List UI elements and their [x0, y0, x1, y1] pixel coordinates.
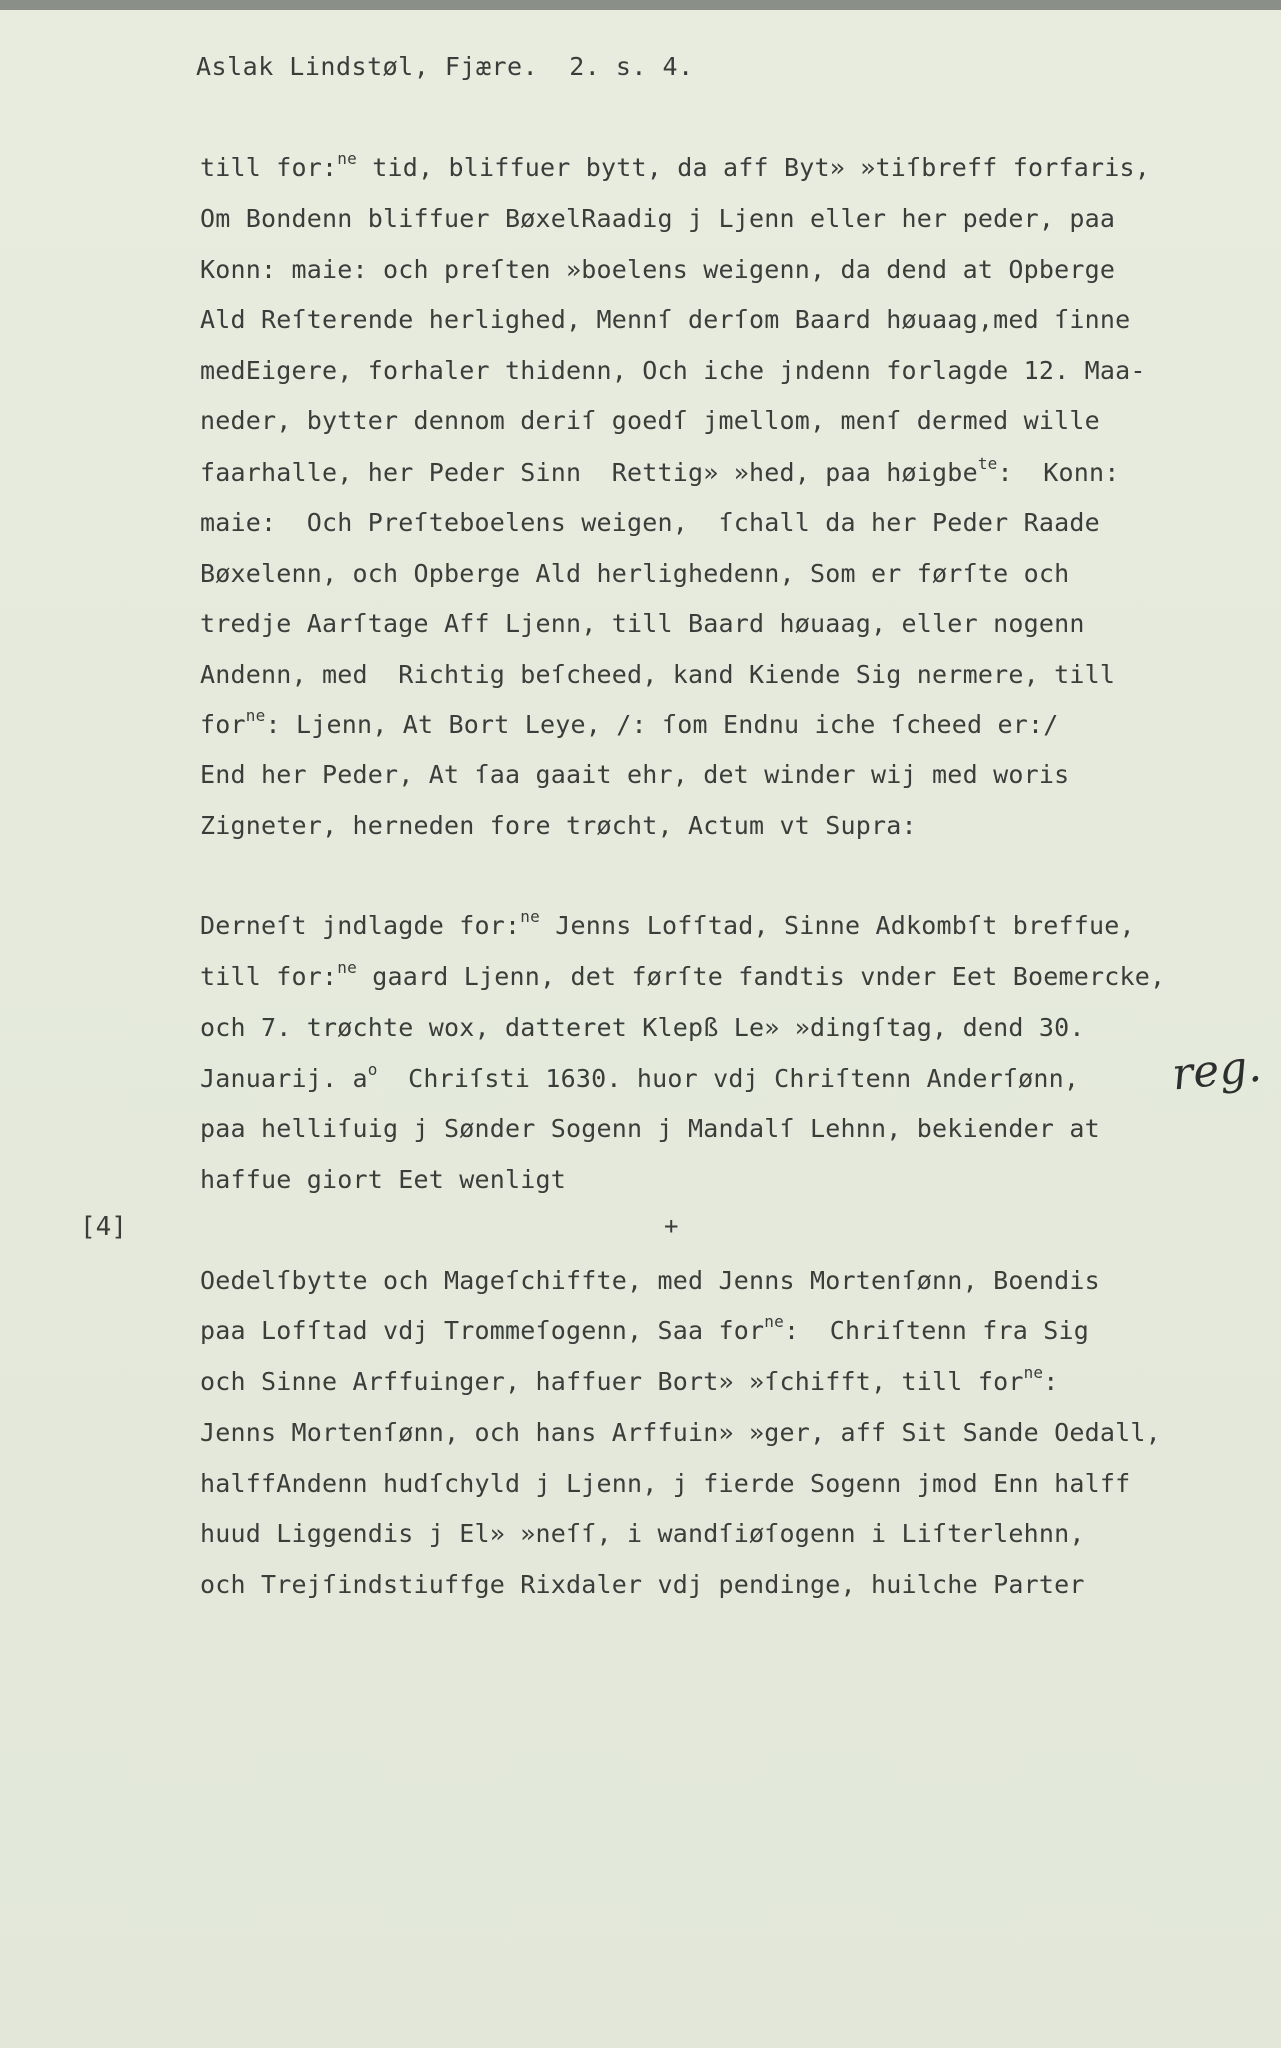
text-line-continuation: : Chriſtenn fra Sig [783, 1316, 1089, 1345]
text-line-continuation: Jenns Lofſtad, Sinne Adkombſt breffue, [539, 911, 1135, 940]
text-line-main: tredje Aarſtage Aff Ljenn, till Baard høuaag, eller nogenn [200, 609, 1085, 638]
text-line-main: halffAndenn hudſchyld j Ljenn, j fierde Sogenn jmod Enn halff [200, 1469, 1131, 1498]
text-line-main: till for: [200, 153, 338, 182]
text-line [200, 706, 1059, 739]
text-line [200, 611, 1085, 636]
text-line [200, 958, 1166, 991]
text-line-main: och Sinne Arffuinger, haffuer Bort» »ſchifft, till for [200, 1367, 1024, 1396]
text-line-main: Andenn, med Richtig beſcheed, kand Kiende Sig nermere, till [200, 660, 1116, 689]
text-line-continuation: Chriſsti 1630. huor vdj Chriſtenn Anderſønn, [377, 1064, 1080, 1093]
text-line [200, 1572, 1085, 1597]
text-line-main: haffue giort Eet wenligt [200, 1165, 567, 1194]
page-break-separator: + [664, 1212, 679, 1240]
text-line-main: och Trejſindstiuffge Rixdaler vdj pendinge, huilche Parter [200, 1570, 1085, 1599]
superscript-abbreviation: ne [764, 1312, 784, 1331]
text-line [200, 907, 1135, 940]
text-line [200, 454, 1120, 487]
text-line [200, 1363, 1059, 1396]
text-line-main: for [200, 710, 246, 739]
handwritten-annotation: reg. [1169, 1040, 1264, 1101]
margin-page-reference: [4] [80, 1212, 127, 1242]
superscript-abbreviation: ne [520, 907, 540, 926]
text-line [200, 257, 1115, 282]
text-line-main: till for: [200, 962, 338, 991]
text-line-main: paa Lofſtad vdj Trommeſogenn, Saa for [200, 1316, 765, 1345]
text-line [200, 1060, 1080, 1093]
text-line [200, 206, 1115, 231]
text-line-main: Jenns Mortenſønn, och hans Arffuin» »ger, aff Sit Sande Oedall, [200, 1418, 1161, 1447]
text-line-continuation: : Ljenn, At Bort Leye, /: ſom Endnu iche ſcheed er:/ [265, 710, 1059, 739]
text-line-main: medEigere, forhaler thidenn, Och iche jndenn forlagde 12. Maa- [200, 356, 1146, 385]
page-header: Aslak Lindstøl, Fjære. 2. s. 4. [196, 52, 694, 81]
scan-top-edge [0, 0, 1281, 10]
text-line [200, 358, 1146, 383]
superscript-abbreviation: o [367, 1060, 378, 1079]
text-line-continuation: gaard Ljenn, det førſte fandtis vnder Eet Boemercke, [356, 962, 1166, 991]
text-line [200, 1116, 1100, 1141]
text-line [200, 307, 1130, 332]
text-line-main: paa helliſuig j Sønder Sogenn j Mandalſ Lehnn, bekiender at [200, 1114, 1100, 1143]
superscript-abbreviation: ne [337, 958, 357, 977]
superscript-abbreviation: te [977, 454, 998, 473]
text-line-continuation: : Konn: [997, 458, 1120, 487]
text-line-main: och 7. trøchte wox, datteret Klepß Le» »dingſtag, dend 30. [200, 1013, 1085, 1042]
text-line-main: Januarij. a [200, 1064, 368, 1093]
text-line [200, 1420, 1161, 1445]
text-line-main: neder, bytter dennom deriſ goedſ jmellom, menſ dermed wille [200, 406, 1100, 435]
superscript-abbreviation: ne [1023, 1363, 1044, 1382]
text-line-main: Derneſt jndlagde for: [200, 911, 521, 940]
text-line [200, 1471, 1130, 1496]
text-line [200, 813, 917, 838]
text-line [200, 510, 1100, 535]
text-line [200, 1268, 1100, 1293]
text-line-main: Oedelſbytte och Mageſchiffte, med Jenns Mortenſønn, Boendis [200, 1266, 1100, 1295]
superscript-abbreviation: ne [245, 706, 266, 725]
text-line [200, 1167, 566, 1192]
text-line [200, 762, 1069, 787]
text-line [200, 149, 1151, 182]
text-line [200, 408, 1100, 433]
text-line-main: maie: Och Preſteboelens weigen, ſchall da her Peder Raade [200, 508, 1100, 537]
text-line [200, 1521, 1085, 1546]
text-line [200, 1312, 1089, 1345]
text-line-main: Bøxelenn, och Opberge Ald herlighedenn, Som er førſte och [200, 559, 1070, 588]
text-line-continuation: : [1043, 1367, 1059, 1396]
text-line-continuation: tid, bliffuer bytt, da aff Byt» »tiſbreff forfaris, [356, 153, 1151, 182]
text-line-main: Zigneter, herneden fore trøcht, Actum vt Supra: [200, 811, 917, 840]
text-line-main: huud Liggendis j El» »neſſ, i wandſiøſogenn i Liſterlehnn, [200, 1519, 1085, 1548]
text-line-main: Ald Reſterende herlighed, Mennſ derſom Baard høuaag,med ſinne [200, 305, 1131, 334]
text-line-main: Konn: maie: och preſten »boelens weigenn, da dend at Opberge [200, 255, 1116, 284]
text-line-main: Om Bondenn bliffuer BøxelRaadig j Ljenn eller her peder, paa [200, 204, 1116, 233]
text-line [200, 662, 1115, 687]
text-line-main: faarhalle, her Peder Sinn Rettig» »hed, paa høigbe [200, 458, 978, 487]
text-line [200, 561, 1069, 586]
text-line [200, 1015, 1085, 1040]
superscript-abbreviation: ne [337, 149, 357, 168]
text-line-main: End her Peder, At ſaa gaait ehr, det winder wij med woris [200, 760, 1070, 789]
